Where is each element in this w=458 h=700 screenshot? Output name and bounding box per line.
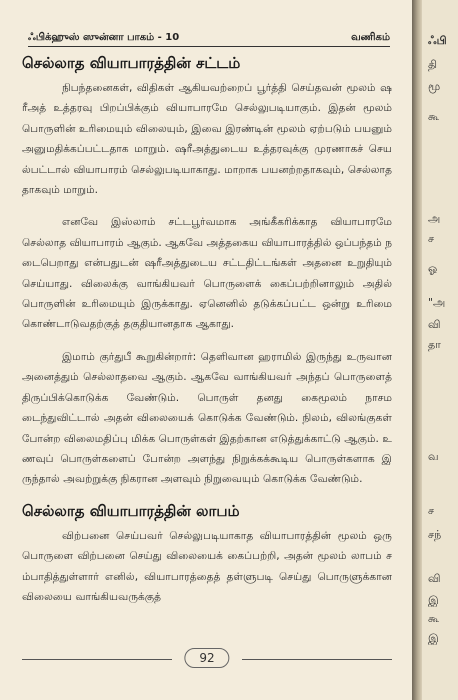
paragraph: விற்பனை செய்பவர் செல்லுபடியாகாத வியாபாரத்தின் மூலம் ஒரு பொருளை விற்பனை செய்து விலையைக் கைப்பற்றி, அதன் மூலம் லாபம் சம்பாதித்துள்ளார் எனில், வியாபாரத்தைத் தள்ளுபடி செய்து பொருளுக்கான விலையை வாங்கியவருக்குத் xyxy=(22,529,392,603)
page-content xyxy=(22,50,392,619)
edge-text: கூ xyxy=(428,110,440,123)
edge-text: மூ xyxy=(428,80,441,93)
edge-text: வ xyxy=(428,450,439,463)
edge-text: தி xyxy=(428,58,438,71)
edge-text: இ xyxy=(428,632,439,645)
edge-text: தா xyxy=(428,338,441,351)
footer-rule-right xyxy=(242,659,392,660)
page-footer xyxy=(22,646,392,672)
edge-text: சந் xyxy=(428,528,442,541)
edge-text: "அ xyxy=(428,296,446,309)
running-header xyxy=(28,32,390,47)
section-heading-ruling: செல்லாத வியாபாரத்தின் சட்டம் xyxy=(22,54,241,72)
next-page-edge xyxy=(422,0,458,700)
paragraph: நிபந்தனைகள், விதிகள் ஆகியவற்றைப் பூர்த்தி செய்தவன் மூலம் ஷரீஅத் உத்தரவு பிறப்பிக்கும் வியாபாரமே செல்லுபடியாகும். இதன் மூலம் பொருளின் உரிமையும் விலையும், இவை இரண்டின் மூலம் ஏற்படும் பயனும் அனுமதிக்கப்பட்டதாக மாறும். ஷரீஅத்துடைய உத்தரவுக்கு முரணாகச் செயல்பட்டால் வியாபாரம் செல்லுபடியாகாது. மாறாக பயனற்றதாகவும், செல்லாததாகவும் மாறும். xyxy=(22,82,392,197)
footer-rule-left xyxy=(22,659,172,660)
edge-text: இ xyxy=(428,594,439,607)
header-book-title: ஃபிக்ஹுஸ் ஸுன்னா பாகம் - 10 xyxy=(28,32,180,43)
page-number: 92 xyxy=(184,648,229,668)
edge-text: ஃபி xyxy=(428,34,447,47)
edge-text: ஓ xyxy=(428,262,438,275)
edge-text: வி xyxy=(428,318,441,331)
section-heading-profit: செல்லாத வியாபாரத்தின் லாபம் xyxy=(22,501,240,520)
edge-text: கூ xyxy=(428,612,440,625)
edge-text: வி xyxy=(428,572,441,585)
edge-text: அ xyxy=(428,212,441,225)
paragraph: எனவே இஸ்லாம் சட்டபூர்வமாக அங்கீகரிக்காத வியாபாரமே செல்லாத வியாபாரம் ஆகும். ஆகவே அத்தகைய வியாபாரத்தில் ஒப்பந்தம் நடைபெறாது என்பதுடன் ஷரீஅத்துடைய சட்டதிட்டங்கள் அதனை உறுதியும் செய்யாது. விலைக்கு வாங்கியவர் பொருளைக் கைப்பற்றினாலும் அதில் பொருளின் உரிமையும் இருக்காது. ஏனெனில் தடுக்கப்பட்ட ஒன்று உரிமை கொண்டாடுவதற்குத் தகுதியானதாக ஆகாது. xyxy=(22,216,392,331)
edge-text: ச xyxy=(428,504,435,517)
paragraph: இமாம் குர்துபீ கூறுகின்றார்: தெளிவான ஹராமில் இருந்து உருவான அனைத்தும் செல்லாதவை ஆகும். ஆகவே வாங்கியவர் அந்தப் பொருளைத் திருப்பிக்கொடுக்க வேண்டும். பொருள் தனது கைமூலம் நாசமடைந்துவிட்டால் அதன் விலையைக் கொடுக்க வேண்டும். நிலம், விலங்குகள் போன்ற விலைமதிப்பு மிக்க பொருள்கள் இதற்கான எடுத்துக்காட்டு ஆகும். உணவுப் பொருள்களைப் போன்ற அளந்து நிறுக்கக்கூடிய பொருள்களாக இருந்தால் அவற்றுக்கு நிகரான அளவும் நிறுவையும் கொடுக்க வேண்டும். xyxy=(22,350,392,486)
header-chapter: வணிகம் xyxy=(351,32,390,43)
edge-text: ச xyxy=(428,232,435,245)
book-spine-shadow xyxy=(412,0,422,700)
